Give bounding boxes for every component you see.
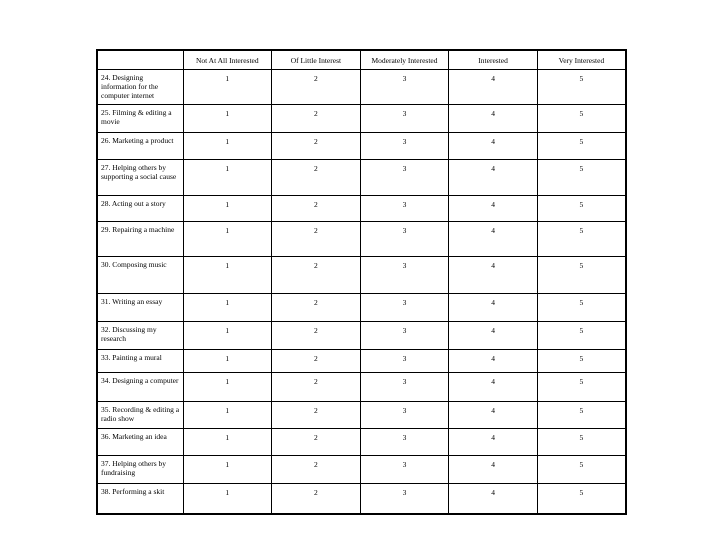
survey-item-label: 37. Helping others by fundraising bbox=[97, 456, 183, 484]
rating-option[interactable]: 1 bbox=[183, 133, 272, 160]
rating-option[interactable]: 2 bbox=[272, 105, 361, 133]
rating-option[interactable]: 5 bbox=[537, 373, 626, 402]
rating-option[interactable]: 1 bbox=[183, 373, 272, 402]
rating-option[interactable]: 5 bbox=[537, 196, 626, 222]
rating-option[interactable]: 5 bbox=[537, 294, 626, 322]
interest-survey-table bbox=[96, 49, 627, 515]
rating-option[interactable]: 1 bbox=[183, 70, 272, 105]
survey-item-label: 34. Designing a computer bbox=[97, 373, 183, 402]
rating-option[interactable]: 1 bbox=[183, 484, 272, 514]
table-row bbox=[97, 222, 626, 257]
rating-option[interactable]: 3 bbox=[360, 133, 449, 160]
survey-item-label: 27. Helping others by supporting a social cause bbox=[97, 160, 183, 196]
survey-item-label: 25. Filming & editing a movie bbox=[97, 105, 183, 133]
rating-option[interactable]: 5 bbox=[537, 160, 626, 196]
rating-option[interactable]: 3 bbox=[360, 402, 449, 429]
rating-option[interactable]: 3 bbox=[360, 160, 449, 196]
rating-option[interactable]: 1 bbox=[183, 105, 272, 133]
rating-option[interactable]: 1 bbox=[183, 350, 272, 373]
rating-option[interactable]: 1 bbox=[183, 322, 272, 350]
rating-option[interactable]: 5 bbox=[537, 70, 626, 105]
rating-option[interactable]: 4 bbox=[449, 105, 538, 133]
survey-item-label: 31. Writing an essay bbox=[97, 294, 183, 322]
rating-option[interactable]: 4 bbox=[449, 70, 538, 105]
rating-option[interactable]: 3 bbox=[360, 484, 449, 514]
table-row bbox=[97, 373, 626, 402]
table-row bbox=[97, 160, 626, 196]
rating-option[interactable]: 2 bbox=[272, 196, 361, 222]
rating-option[interactable]: 5 bbox=[537, 350, 626, 373]
rating-option[interactable]: 3 bbox=[360, 429, 449, 456]
rating-option[interactable]: 2 bbox=[272, 322, 361, 350]
rating-option[interactable]: 4 bbox=[449, 257, 538, 294]
rating-option[interactable]: 2 bbox=[272, 294, 361, 322]
rating-option[interactable]: 3 bbox=[360, 294, 449, 322]
table-row bbox=[97, 133, 626, 160]
rating-option[interactable]: 1 bbox=[183, 402, 272, 429]
table-row bbox=[97, 350, 626, 373]
rating-option[interactable]: 2 bbox=[272, 373, 361, 402]
survey-item-label: 33. Painting a mural bbox=[97, 350, 183, 373]
table-row bbox=[97, 402, 626, 429]
rating-option[interactable]: 4 bbox=[449, 429, 538, 456]
table-row bbox=[97, 105, 626, 133]
rating-option[interactable]: 3 bbox=[360, 322, 449, 350]
rating-option[interactable]: 5 bbox=[537, 133, 626, 160]
rating-option[interactable]: 3 bbox=[360, 196, 449, 222]
table-row bbox=[97, 196, 626, 222]
survey-item-label: 28. Acting out a story bbox=[97, 196, 183, 222]
rating-option[interactable]: 5 bbox=[537, 429, 626, 456]
table-row bbox=[97, 429, 626, 456]
rating-option[interactable]: 5 bbox=[537, 257, 626, 294]
rating-option[interactable]: 1 bbox=[183, 429, 272, 456]
rating-option[interactable]: 2 bbox=[272, 133, 361, 160]
rating-option[interactable]: 4 bbox=[449, 294, 538, 322]
rating-option[interactable]: 1 bbox=[183, 294, 272, 322]
rating-option[interactable]: 2 bbox=[272, 70, 361, 105]
rating-option[interactable]: 2 bbox=[272, 484, 361, 514]
survey-item-label: 29. Repairing a machine bbox=[97, 222, 183, 257]
rating-option[interactable]: 4 bbox=[449, 196, 538, 222]
rating-option[interactable]: 5 bbox=[537, 222, 626, 257]
rating-option[interactable]: 4 bbox=[449, 456, 538, 484]
rating-option[interactable]: 4 bbox=[449, 133, 538, 160]
survey-item-label: 24. Designing information for the computer internet bbox=[97, 70, 183, 105]
rating-option[interactable]: 2 bbox=[272, 350, 361, 373]
rating-option[interactable]: 2 bbox=[272, 160, 361, 196]
survey-item-label: 38. Performing a skit bbox=[97, 484, 183, 514]
survey-body bbox=[97, 70, 626, 514]
rating-option[interactable]: 2 bbox=[272, 402, 361, 429]
rating-option[interactable]: 4 bbox=[449, 484, 538, 514]
column-header: Moderately Interested bbox=[360, 50, 449, 70]
column-header: Not At All Interested bbox=[183, 50, 272, 70]
rating-option[interactable]: 3 bbox=[360, 222, 449, 257]
rating-option[interactable]: 2 bbox=[272, 456, 361, 484]
rating-option[interactable]: 3 bbox=[360, 257, 449, 294]
rating-option[interactable]: 3 bbox=[360, 350, 449, 373]
survey-item-label: 35. Recording & editing a radio show bbox=[97, 402, 183, 429]
survey-item-label: 36. Marketing an idea bbox=[97, 429, 183, 456]
rating-option[interactable]: 1 bbox=[183, 222, 272, 257]
rating-option[interactable]: 4 bbox=[449, 402, 538, 429]
table-row bbox=[97, 322, 626, 350]
header-row bbox=[97, 50, 626, 70]
rating-option[interactable]: 5 bbox=[537, 456, 626, 484]
survey-item-label: 30. Composing music bbox=[97, 257, 183, 294]
rating-option[interactable]: 1 bbox=[183, 160, 272, 196]
column-header: Of Little Interest bbox=[272, 50, 361, 70]
survey-item-label: 32. Discussing my research bbox=[97, 322, 183, 350]
rating-option[interactable]: 5 bbox=[537, 322, 626, 350]
rating-option[interactable]: 1 bbox=[183, 456, 272, 484]
rating-option[interactable]: 5 bbox=[537, 105, 626, 133]
rating-option[interactable]: 3 bbox=[360, 105, 449, 133]
rating-option[interactable]: 2 bbox=[272, 429, 361, 456]
table-row bbox=[97, 456, 626, 484]
rating-option[interactable]: 4 bbox=[449, 322, 538, 350]
rating-option[interactable]: 1 bbox=[183, 257, 272, 294]
table-row bbox=[97, 70, 626, 105]
rating-option[interactable]: 3 bbox=[360, 70, 449, 105]
rating-option[interactable]: 4 bbox=[449, 160, 538, 196]
rating-option[interactable]: 5 bbox=[537, 402, 626, 429]
rating-option[interactable]: 4 bbox=[449, 350, 538, 373]
rating-option[interactable]: 2 bbox=[272, 222, 361, 257]
rating-option[interactable]: 2 bbox=[272, 257, 361, 294]
table-row bbox=[97, 257, 626, 294]
column-header: Interested bbox=[449, 50, 538, 70]
rating-option[interactable]: 1 bbox=[183, 196, 272, 222]
rating-option[interactable]: 4 bbox=[449, 222, 538, 257]
table-row bbox=[97, 484, 626, 514]
survey-item-label: 26. Marketing a product bbox=[97, 133, 183, 160]
rating-option[interactable]: 5 bbox=[537, 484, 626, 514]
table-row bbox=[97, 294, 626, 322]
rating-option[interactable]: 3 bbox=[360, 373, 449, 402]
rating-option[interactable]: 4 bbox=[449, 373, 538, 402]
header-blank-cell bbox=[97, 50, 183, 70]
rating-option[interactable]: 3 bbox=[360, 456, 449, 484]
column-header: Very Interested bbox=[537, 50, 626, 70]
